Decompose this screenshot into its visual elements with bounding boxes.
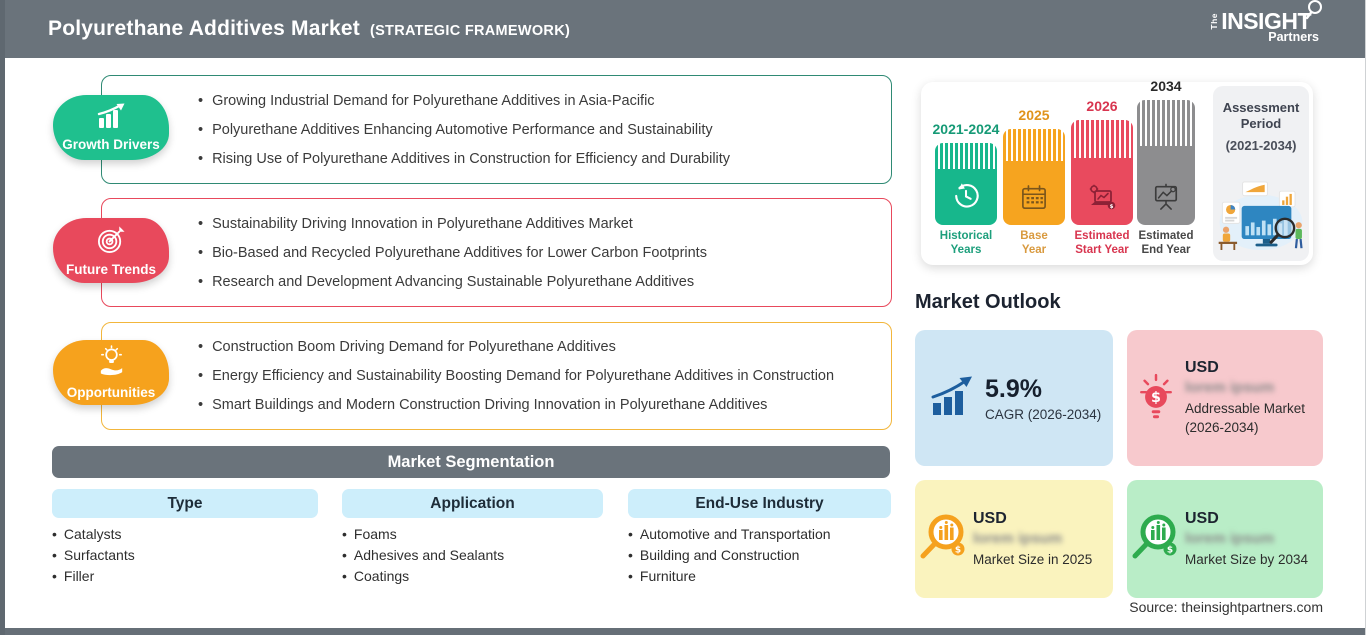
currency-label: USD	[1185, 509, 1219, 527]
svg-text:$: $	[954, 545, 962, 555]
card-label: Market Size by 2034	[1185, 551, 1309, 567]
card-label: Addressable Market (2026-2034)	[1185, 401, 1306, 435]
laptop-chart-icon	[1087, 184, 1117, 215]
growth-drivers-badge	[53, 95, 169, 160]
list-item: • Research and Development Advancing Sustainable Polyurethane Additives	[198, 274, 707, 290]
section-title: Market Segmentation	[387, 452, 555, 471]
application-items-list	[342, 524, 504, 587]
timeline-year-label: 2034	[1150, 78, 1182, 94]
masked-market-value: lorem ipsum	[1185, 529, 1275, 547]
market-size-2025-card	[915, 480, 1113, 598]
header-title-wrap	[48, 17, 570, 41]
list-item: • Construction Boom Driving Demand for Polyurethane Additives	[198, 339, 834, 355]
timeline-bar-base	[1003, 129, 1065, 225]
header-bar	[5, 0, 1365, 58]
currency-label: USD	[1185, 359, 1219, 376]
target-dart-icon	[96, 224, 127, 260]
addressable-market-card	[1127, 330, 1323, 466]
timeline-bar-caption: Base Year	[1020, 230, 1048, 256]
currency-label: USD	[973, 509, 1007, 527]
list-item: • Polyurethane Additives Enhancing Automotive Performance and Sustainability	[198, 122, 730, 138]
growth-chart-icon	[95, 103, 128, 135]
analysts-illustration-icon	[1215, 178, 1307, 259]
column-header-label: Type	[167, 494, 203, 512]
list-item: • Growing Industrial Demand for Polyurethane Additives in Asia-Pacific	[198, 93, 730, 109]
history-clock-icon	[952, 182, 980, 215]
opportunities-box	[101, 322, 892, 430]
column-header-label: End-Use Industry	[695, 494, 824, 512]
page-subtitle: (STRATEGIC FRAMEWORK)	[369, 23, 571, 39]
type-items-list	[52, 524, 135, 587]
list-item: • Filler	[52, 566, 135, 587]
market-segmentation-header	[52, 446, 890, 478]
timeline-bar-historical	[935, 143, 997, 225]
list-item: • Building and Construction	[628, 545, 831, 566]
svg-text:$: $	[1166, 545, 1174, 555]
future-trends-list	[198, 199, 707, 306]
list-item: • Coatings	[342, 566, 504, 587]
opportunities-badge	[53, 340, 169, 405]
timeline-bar-end	[1137, 100, 1195, 225]
timeline-bar-caption: Estimated End Year	[1138, 230, 1194, 256]
segmentation-column-header-application	[342, 489, 603, 518]
cagr-value: 5.9%	[985, 374, 1042, 403]
magnifier-icon	[1303, 0, 1325, 26]
badge-label: Opportunities	[66, 385, 156, 400]
segmentation-column-header-type	[52, 489, 318, 518]
badge-label: Future Trends	[65, 262, 156, 277]
future-trends-badge	[53, 218, 169, 283]
logo-the-text: The	[1209, 13, 1220, 30]
bar-stripe-top	[935, 143, 997, 169]
list-item: • Catalysts	[52, 524, 135, 545]
masked-market-value: lorem ipsum	[973, 529, 1063, 547]
logo-partners-text: Partners	[1268, 30, 1319, 44]
logo-insight-text: INSIGHT	[1221, 8, 1311, 34]
svg-text:$: $	[1109, 204, 1114, 210]
timeline-bar-start	[1071, 120, 1133, 225]
list-item: • Foams	[342, 524, 504, 545]
research-timeline-card	[921, 78, 1313, 265]
list-item: • Adhesives and Sealants	[342, 545, 504, 566]
opportunities-list	[198, 323, 834, 429]
timeline-year-label: 2021-2024	[932, 121, 1000, 137]
cagr-label: CAGR (2026-2034)	[985, 406, 1102, 422]
assessment-period-title: Assessment Period	[1222, 100, 1300, 131]
market-outlook-title: Market Outlook	[915, 291, 1061, 313]
bar-stripe-top	[1137, 100, 1195, 146]
presentation-chart-icon	[1152, 183, 1180, 215]
insight-partners-logo	[1209, 8, 1319, 44]
growth-drivers-box	[101, 75, 892, 184]
calendar-icon	[1021, 185, 1047, 215]
magnifier-chart-orange-icon	[916, 511, 972, 568]
list-item: • Bio-Based and Recycled Polyurethane Additives for Lower Carbon Footprints	[198, 245, 707, 261]
end-use-items-list	[628, 524, 831, 587]
list-item: • Rising Use of Polyurethane Additives in Construction for Efficiency and Durability	[198, 151, 730, 167]
market-size-2034-card	[1127, 480, 1323, 598]
footer-bar	[5, 628, 1365, 635]
bulb-hand-icon	[95, 345, 128, 383]
list-item: • Smart Buildings and Modern Construction Driving Innovation in Polyurethane Additives	[198, 397, 834, 413]
list-item: • Automotive and Transportation	[628, 524, 831, 545]
bar-stripe-top	[1071, 120, 1133, 158]
timeline-year-label: 2026	[1086, 98, 1118, 114]
segmentation-column-header-end-use	[628, 489, 891, 518]
cagr-card	[915, 330, 1113, 466]
list-item: • Furniture	[628, 566, 831, 587]
page-title: Polyurethane Additives Market	[48, 17, 360, 40]
list-item: • Sustainability Driving Innovation in Polyurethane Additives Market	[198, 216, 707, 232]
list-item: • Energy Efficiency and Sustainability Boosting Demand for Polyurethane Additives in Construction	[198, 368, 834, 384]
bar-chart-arrow-icon	[929, 375, 977, 422]
timeline-bar-caption: Historical Years	[939, 230, 993, 256]
source-attribution: Source: theinsightpartners.com	[1129, 599, 1323, 615]
future-trends-box	[101, 198, 892, 307]
assessment-period-range: (2021-2034)	[1225, 138, 1297, 153]
magnifier-chart-green-icon	[1128, 511, 1184, 568]
masked-market-value: lorem ipsum	[1185, 379, 1275, 396]
card-label: Market Size in 2025	[973, 551, 1093, 567]
assessment-period-panel	[1213, 86, 1309, 261]
list-item: • Surfactants	[52, 545, 135, 566]
badge-label: Growth Drivers	[62, 137, 160, 152]
bulb-dollar-icon	[1137, 369, 1175, 428]
bar-stripe-top	[1003, 129, 1065, 161]
growth-drivers-list	[198, 76, 730, 183]
svg-text:$: $	[1151, 389, 1161, 406]
timeline-year-label: 2025	[1018, 107, 1050, 123]
column-header-label: Application	[430, 494, 515, 512]
timeline-bar-caption: Estimated Start Year	[1074, 230, 1130, 256]
